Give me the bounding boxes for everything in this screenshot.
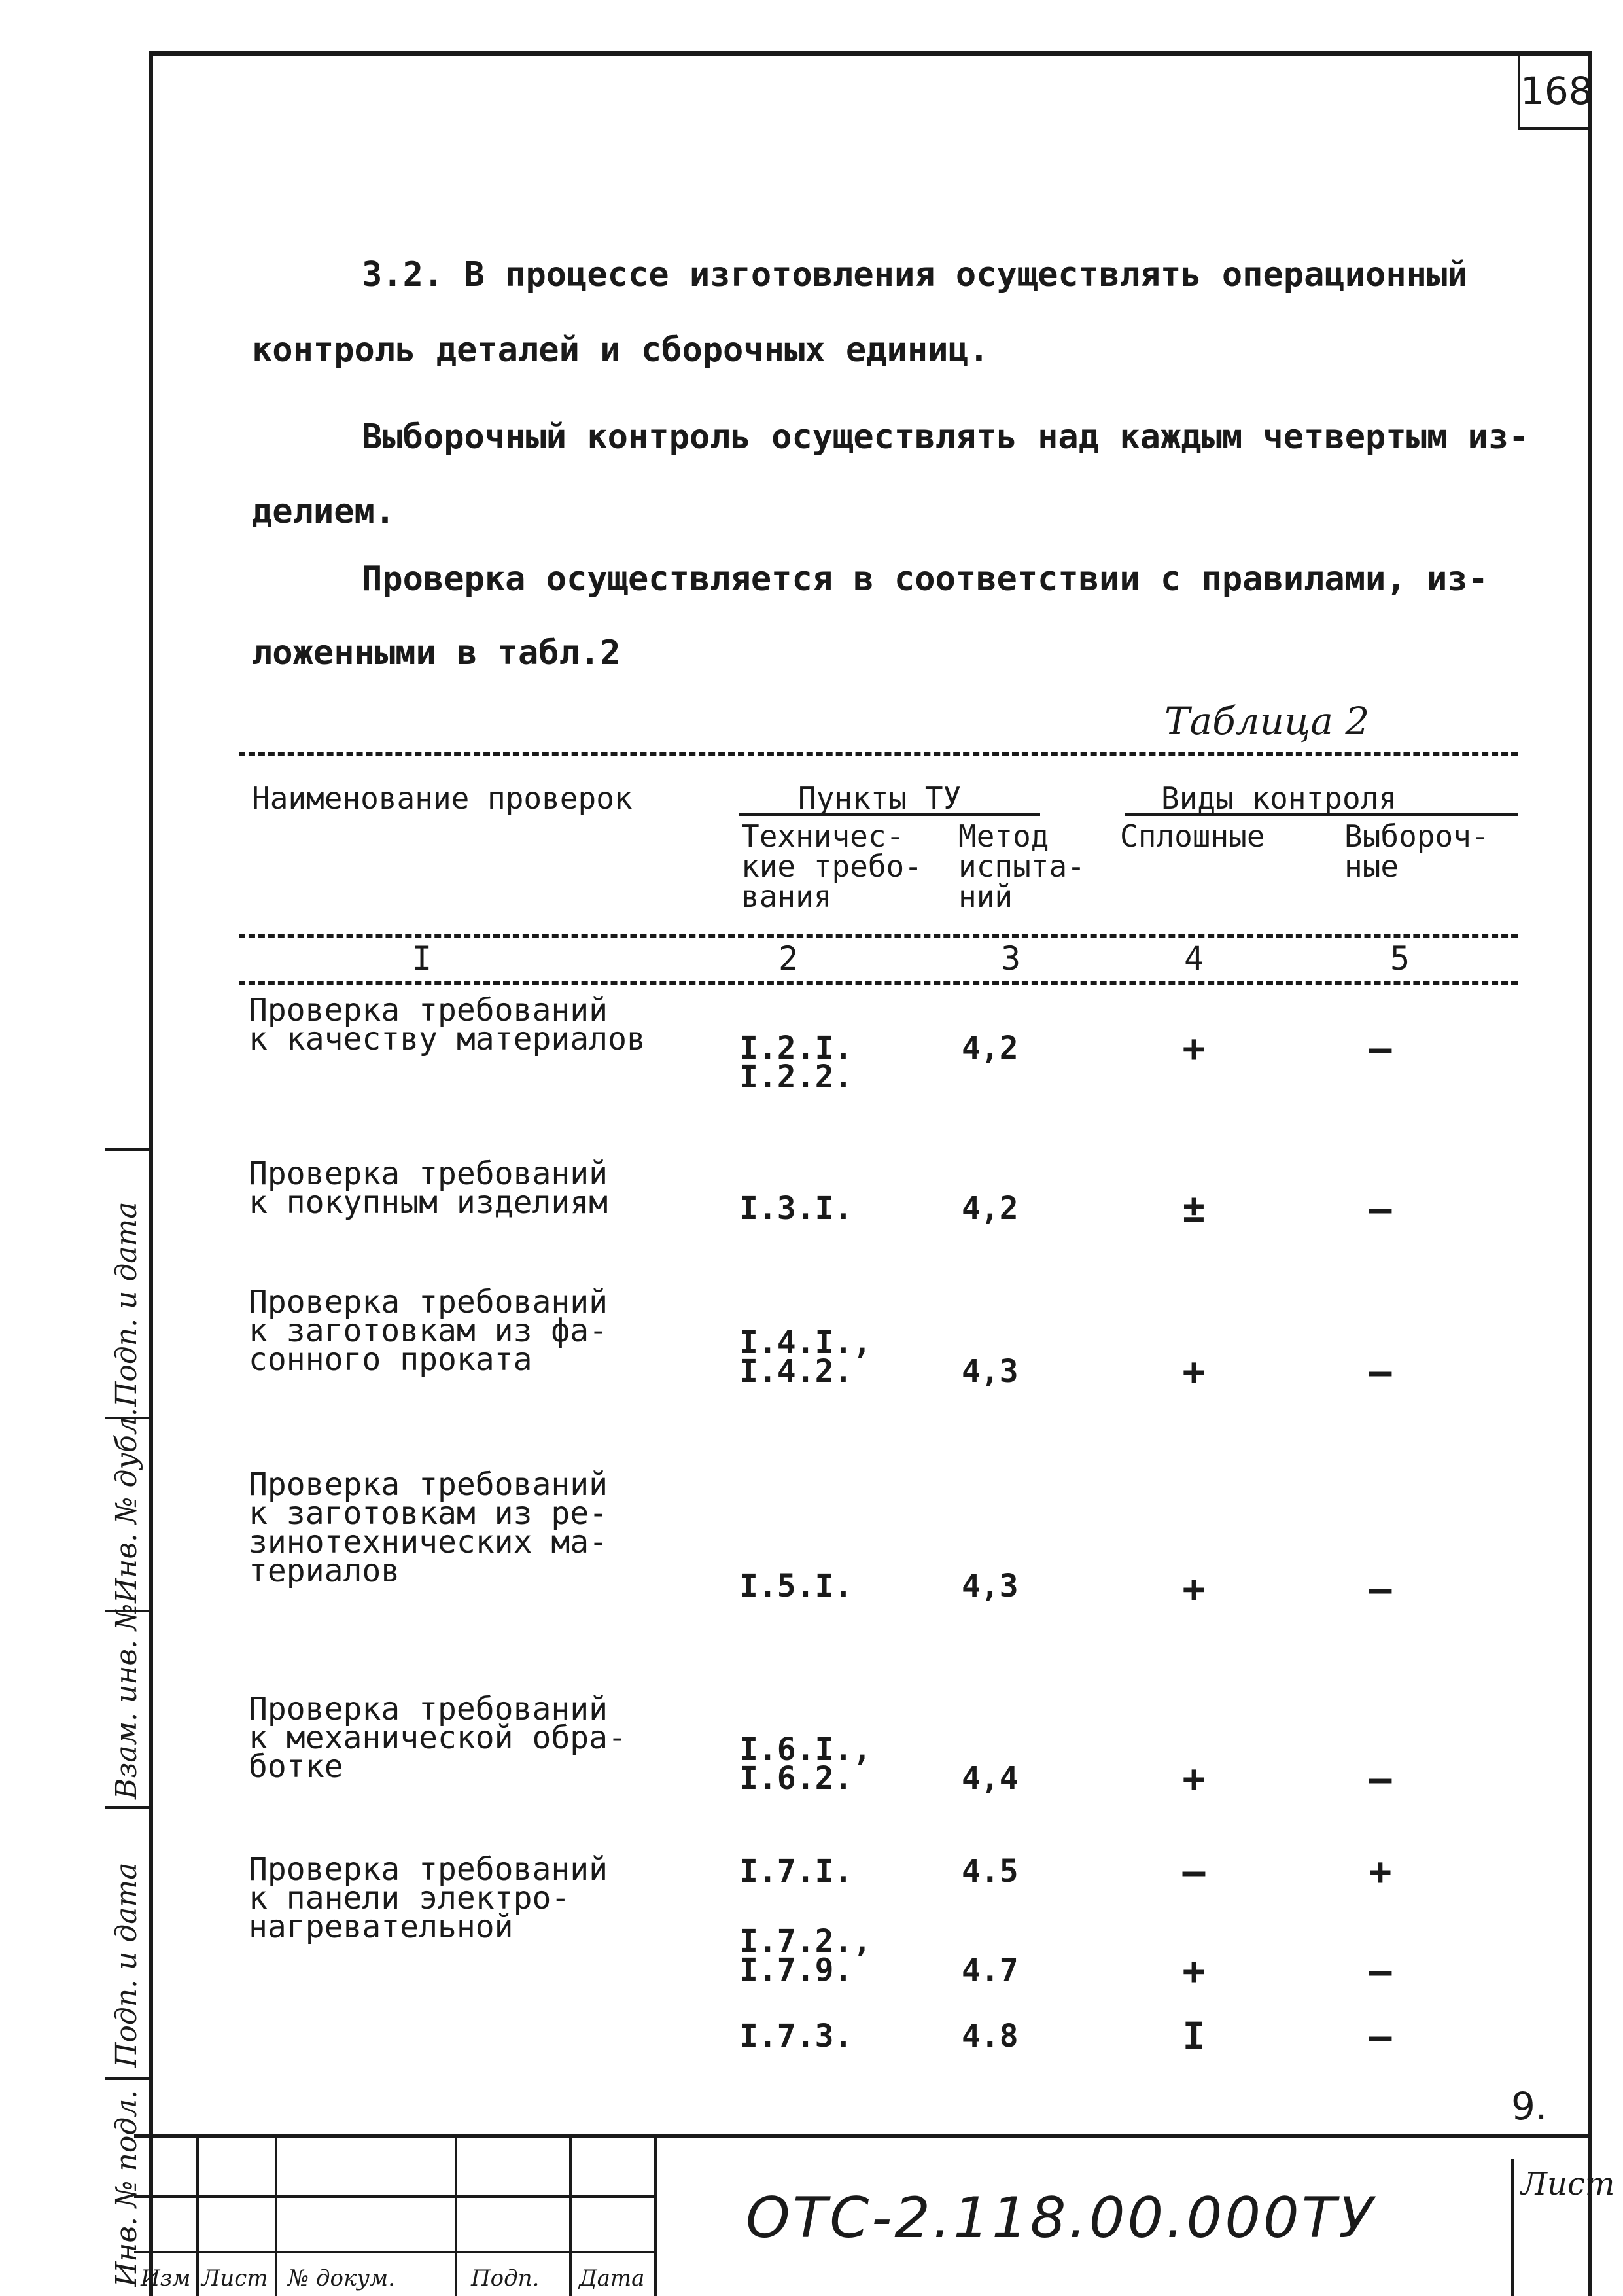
title-block-label-doc-number: № докум. [288,2265,396,2291]
side-stamp-rule-4 [105,2077,150,2080]
header-bottom-rule [239,934,1518,938]
table-row-3-continuous: + [1182,1349,1206,1394]
table-row-2-method: 4,2 [962,1190,1019,1227]
title-block-low-rule [134,2251,654,2253]
table-row-5-name: Проверка требований к механической обра- ботке [249,1691,627,1785]
table-row-8-selective: – [1369,2014,1392,2058]
table-row-5-method: 4,4 [962,1760,1019,1797]
sheet-label: Лист [1521,2166,1615,2202]
side-stamp-label-replace-inv: Взам. инв. № [110,1603,143,1799]
paragraph-3-line-1: Проверка осуществляется в соответствии с правилами, из- [362,559,1488,599]
table-row-3-tech: I.4.I., I.4.2. [739,1324,872,1390]
column-numbers-rule [239,981,1518,985]
side-stamp-label-orig-inv: Инв. № подл. [110,2089,143,2287]
column-number-4: 4 [1183,940,1204,978]
table-row-8-continuous: I [1182,2014,1206,2058]
column-number-1: I [411,940,432,978]
table-caption: Таблица 2 [1164,699,1370,743]
header-group-control: Виды контроля [1161,781,1397,816]
table-row-6-continuous: – [1182,1849,1206,1894]
table-row-2-name: Проверка требований к покупным изделиям [249,1156,608,1221]
table-row-7-tech: I.7.2., I.7.9. [739,1923,872,1988]
title-block-top-rule [134,2134,1590,2138]
table-row-3-name: Проверка требований к заготовкам из фа- сонного проката [249,1284,608,1378]
table-row-4-tech: I.5.I. [739,1568,853,1604]
title-block-label-signature: Подп. [471,2265,540,2291]
header-group-tu: Пункты ТУ [798,781,962,816]
column-number-3: 3 [1000,940,1021,978]
title-block-col-3 [455,2134,457,2296]
table-row-1-name: Проверка требований к качеству материалов [249,992,646,1057]
column-number-2: 2 [778,940,799,978]
table-row-4-name: Проверка требований к заготовкам из ре- зинотехнических ма- териалов [249,1466,608,1589]
header-selective: Выбороч- ные [1344,819,1490,884]
table-row-7-method: 4.7 [962,1952,1019,1989]
document-code: ОТС-2.118.00.000ТУ [746,2185,1376,2251]
header-name: Наименование проверок [252,781,633,816]
table-row-1-selective: – [1369,1026,1392,1070]
paragraph-3-line-2: ложенными в табл.2 [252,633,621,673]
title-block-label-date: Дата [579,2265,645,2291]
side-stamp-label-dup-inv: Инв. № дубл. [110,1407,143,1603]
title-block-label-sheet: Лист [201,2265,268,2291]
title-block-col-1 [196,2134,199,2296]
sheet-number: 168 [1518,55,1591,130]
table-row-6-selective: + [1369,1849,1392,1894]
table-row-1-method: 4,2 [962,1030,1019,1067]
table-row-4-selective: – [1369,1566,1392,1611]
header-method: Метод испыта- ний [958,819,1085,914]
table-row-7-continuous: + [1182,1949,1206,1993]
table-row-6-method: 4.5 [962,1853,1019,1890]
table-row-6-tech: I.7.I. [739,1853,853,1890]
table-row-1-tech: I.2.I. I.2.2. [739,1030,853,1095]
title-block-col-4 [569,2134,572,2296]
header-continuous: Сплошные [1120,819,1265,854]
table-row-4-continuous: + [1182,1566,1206,1611]
table-row-8-method: 4.8 [962,2018,1019,2055]
table-row-8-tech: I.7.3. [739,2018,853,2055]
table-row-1-continuous: + [1182,1026,1206,1070]
title-block-col-5 [654,2134,657,2296]
table-row-7-selective: – [1369,1949,1392,1993]
table-row-5-tech: I.6.I., I.6.2. [739,1731,872,1797]
side-stamp-label-sign-date-2: Подп. и дата [110,1862,143,2068]
paragraph-2-line-1: Выборочный контроль осуществлять над каждым четвертым из- [362,417,1529,457]
table-row-6-name: Проверка требований к панели электро- нагревательной [249,1851,608,1945]
title-block-label-change: Изм [141,2265,191,2291]
table-row-2-continuous: ± [1182,1186,1206,1231]
paragraph-1-line-1: 3.2. В процессе изготовления осуществлять операционный [362,255,1468,294]
title-block-mid-rule [134,2195,654,2198]
frame-right-border [1588,51,1592,2296]
header-tech-req: Техничес- кие требо- вания [741,819,922,914]
page-number: 9. [1511,2084,1548,2128]
table-row-5-continuous: + [1182,1756,1206,1801]
table-top-rule [239,752,1518,756]
table-row-5-selective: – [1369,1756,1392,1801]
paragraph-1-line-2: контроль деталей и сборочных единиц. [252,330,990,370]
column-number-5: 5 [1389,940,1410,978]
paragraph-2-line-2: делием. [252,492,396,531]
frame-top-border [149,51,1588,56]
table-row-2-tech: I.3.I. [739,1190,853,1227]
table-row-2-selective: – [1369,1186,1392,1231]
title-block-col-2 [275,2134,277,2296]
table-row-4-method: 4,3 [962,1568,1019,1604]
side-stamp-label-sign-date-1: Подп. и дата [110,1201,143,1407]
table-row-3-method: 4,3 [962,1353,1019,1390]
side-stamp-rule-3 [105,1806,150,1809]
table-row-3-selective: – [1369,1349,1392,1394]
side-stamp-rule-top [105,1148,150,1151]
